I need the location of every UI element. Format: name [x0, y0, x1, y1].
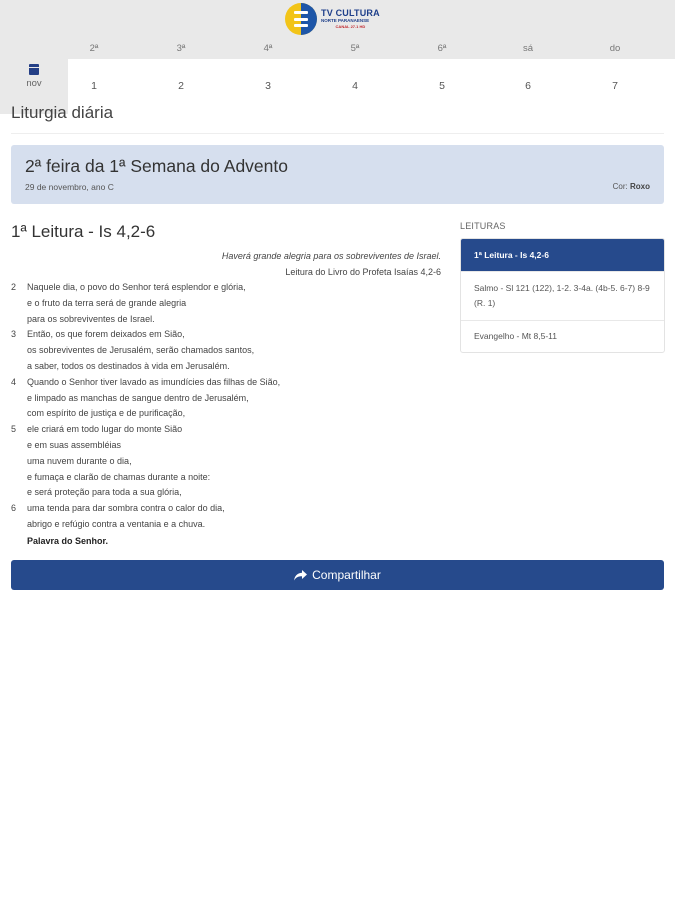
verse-line [11, 454, 441, 470]
calendar-day[interactable]: 7 [612, 80, 618, 92]
calendar-day[interactable]: 6 [525, 80, 531, 92]
tv-cultura-logo-icon [285, 3, 317, 35]
verse-text: e fumaça e clarão de chamas durante a noite: [27, 471, 211, 482]
weekday-label: sá [522, 43, 534, 54]
verse-number: 2 [11, 282, 17, 292]
calendar-day[interactable]: 5 [439, 80, 445, 92]
verse-line [11, 312, 441, 328]
verse-text: Naquele dia, o povo do Senhor terá esplendor e glória, [27, 282, 246, 292]
reading-link-first[interactable]: 1ª Leitura - Is 4,2-6 [461, 239, 664, 271]
verse-text: ele criará em todo lugar do monte Sião [27, 424, 183, 435]
readings-heading: LEITURAS [460, 221, 506, 231]
logo-line1: TV CULTURA [321, 8, 380, 19]
verse-text: com espírito de justiça e de purificação, [27, 408, 186, 419]
verse-text: os sobreviventes de Jerusalém, serão chamados santos, [27, 345, 255, 356]
reading-link-psalm[interactable]: Salmo - Sl 121 (122), 1-2. 3-4a. (4b-5. 6-7) 8-9 (R. 1) [461, 271, 664, 320]
verse-line [11, 470, 441, 486]
liturgical-color [613, 182, 650, 191]
verse-line [11, 296, 441, 312]
verse-line [11, 485, 441, 501]
calendar-day[interactable]: 4 [352, 80, 358, 92]
verse-line [11, 517, 441, 533]
verse-text: abrigo e refúgio contra a ventania e a chuva. [27, 518, 206, 529]
readings-list [460, 238, 665, 353]
logo-line2: NORTE PARANAENSE [321, 18, 370, 24]
weekday-label: 2ª [89, 43, 99, 54]
verse-number: 6 [11, 503, 17, 514]
verse-number: 4 [11, 376, 17, 387]
verse-text: a saber, todos os destinados à vida em Jerusalém. [27, 360, 230, 371]
verse-line [11, 422, 441, 438]
verse-text: uma nuvem durante o dia, [27, 455, 132, 466]
reading-title: 1ª Leitura - Is 4,2-6 [11, 222, 156, 241]
verse-text: para os sobreviventes de Israel. [27, 313, 155, 324]
calendar-day[interactable]: 3 [265, 80, 271, 92]
verse-text: e limpado as manchas de sangue dentro de Jerusalém, [27, 392, 249, 403]
color-value: Roxo [630, 182, 650, 191]
verse-text: e em suas assembléias [27, 439, 122, 450]
calendar-day[interactable]: 1 [91, 80, 97, 92]
verse-number: 5 [11, 424, 17, 435]
verse-text: uma tenda para dar sombra contra o calor do dia, [27, 503, 225, 514]
reading-antiphon: Haverá grande alegria para os sobreviventes de Israel. [221, 251, 441, 261]
weekday-label: 6ª [437, 43, 447, 54]
reading-link-gospel[interactable]: Evangelho - Mt 8,5-11 [461, 320, 664, 352]
calendar-day[interactable]: 2 [178, 80, 184, 92]
verse-text: Quando o Senhor tiver lavado as imundícies das filhas de Sião, [27, 376, 281, 387]
verse-line [11, 406, 441, 422]
day-title: 2ª feira da 1ª Semana do Advento [25, 156, 288, 176]
weekday-label: 5ª [350, 43, 360, 54]
logo-line3: CANAL 27.1 HD [335, 23, 366, 29]
day-date: 29 de novembro, ano C [25, 182, 114, 192]
verse-line [11, 391, 441, 407]
verse-line [11, 501, 441, 517]
logo-text [321, 9, 380, 29]
verse-text: e será proteção para toda a sua glória, [27, 487, 182, 498]
verse-text: Então, os que forem deixados em Sião, [27, 329, 185, 340]
day-header-card [11, 145, 664, 204]
color-label: Cor: [612, 182, 628, 191]
verse-line [11, 343, 441, 359]
verse-line [11, 359, 441, 375]
top-bar [0, 0, 675, 37]
page-title: Liturgia diária [11, 103, 114, 122]
calendar-icon [29, 64, 39, 74]
verse-line [11, 327, 441, 343]
share-button[interactable] [11, 560, 664, 590]
reading-verses [11, 280, 441, 533]
weekday-label: do [609, 43, 621, 54]
share-label: Compartilhar [312, 568, 381, 582]
weekday-label: 4ª [263, 43, 273, 54]
calendar-weekday-row [0, 37, 675, 59]
weekday-label: 3ª [176, 43, 186, 54]
verse-line [11, 438, 441, 454]
reading-source: Leitura do Livro do Profeta Isaías 4,2-6 [285, 267, 441, 277]
divider [11, 133, 664, 134]
verse-text: e o fruto da terra será de grande alegria [27, 297, 187, 308]
reading-closing: Palavra do Senhor. [27, 536, 109, 546]
verse-number: 3 [11, 329, 17, 340]
verse-line [11, 280, 441, 296]
month-label: nov [26, 78, 42, 89]
share-icon [294, 570, 307, 581]
app-logo[interactable] [285, 3, 393, 35]
verse-line [11, 375, 441, 391]
